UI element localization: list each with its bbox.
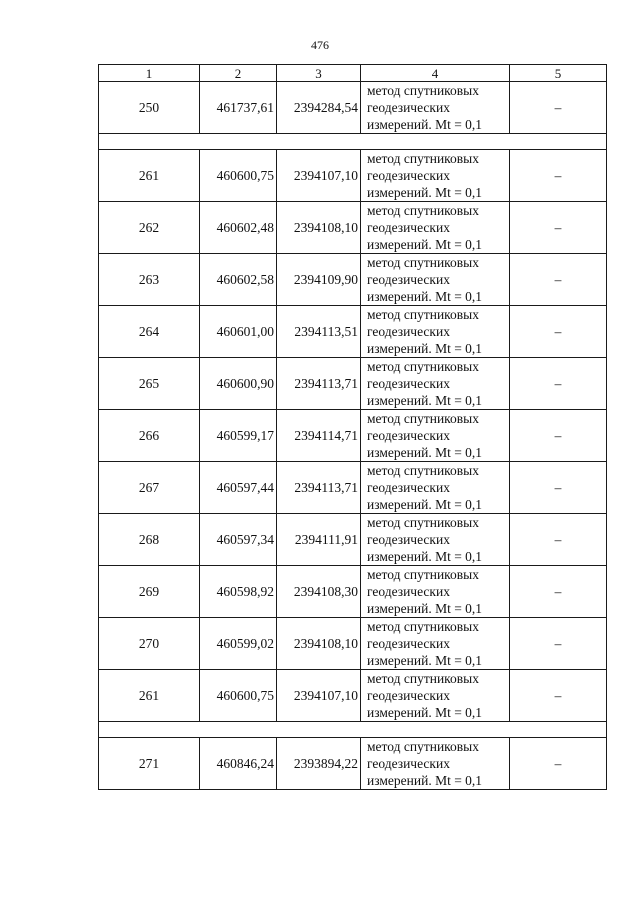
y-coordinate-cell: 2394113,71	[277, 462, 361, 514]
method-line: измерений. Mt = 0,1	[367, 341, 483, 356]
note-cell: –	[510, 306, 607, 358]
method-line: метод спутниковых	[367, 671, 479, 686]
x-coordinate-cell: 460600,90	[200, 358, 277, 410]
method-line: метод спутниковых	[367, 83, 479, 98]
method-line: измерений. Mt = 0,1	[367, 185, 483, 200]
note-cell: –	[510, 410, 607, 462]
x-coordinate-cell: 460600,75	[200, 670, 277, 722]
y-coordinate-cell: 2394107,10	[277, 670, 361, 722]
x-coordinate-cell: 460597,44	[200, 462, 277, 514]
header-cell-2: 2	[200, 65, 277, 82]
method-cell	[361, 514, 510, 566]
point-number-cell: 265	[99, 358, 200, 410]
table-row	[99, 566, 607, 618]
table-row	[99, 462, 607, 514]
table-row	[99, 254, 607, 306]
header-cell-5: 5	[510, 65, 607, 82]
note-cell: –	[510, 514, 607, 566]
method-line: метод спутниковых	[367, 463, 479, 478]
y-coordinate-cell: 2393894,22	[277, 738, 361, 790]
method-cell	[361, 410, 510, 462]
y-coordinate-cell: 2394108,30	[277, 566, 361, 618]
note-cell: –	[510, 462, 607, 514]
method-cell	[361, 254, 510, 306]
note-cell: –	[510, 358, 607, 410]
note-cell: –	[510, 566, 607, 618]
x-coordinate-cell: 460601,00	[200, 306, 277, 358]
y-coordinate-cell: 2394113,71	[277, 358, 361, 410]
method-line: измерений. Mt = 0,1	[367, 601, 483, 616]
x-coordinate-cell: 460599,02	[200, 618, 277, 670]
table-row	[99, 514, 607, 566]
point-number-cell: 271	[99, 738, 200, 790]
method-line: метод спутниковых	[367, 255, 479, 270]
method-cell	[361, 358, 510, 410]
table-body	[99, 65, 607, 790]
point-number-cell: 270	[99, 618, 200, 670]
header-cell-3: 3	[277, 65, 361, 82]
method-line: метод спутниковых	[367, 739, 479, 754]
y-coordinate-cell: 2394108,10	[277, 202, 361, 254]
table-row	[99, 410, 607, 462]
method-line: геодезических	[367, 428, 450, 443]
page-number: 476	[311, 38, 329, 52]
point-number-cell: 268	[99, 514, 200, 566]
method-line: измерений. Mt = 0,1	[367, 237, 483, 252]
x-coordinate-cell: 460600,75	[200, 150, 277, 202]
method-cell	[361, 82, 510, 134]
point-number-cell: 250	[99, 82, 200, 134]
method-cell	[361, 306, 510, 358]
table-row	[99, 618, 607, 670]
x-coordinate-cell: 460602,58	[200, 254, 277, 306]
method-line: геодезических	[367, 272, 450, 287]
y-coordinate-cell: 2394107,10	[277, 150, 361, 202]
point-number-cell: 263	[99, 254, 200, 306]
method-cell	[361, 566, 510, 618]
method-line: метод спутниковых	[367, 567, 479, 582]
x-coordinate-cell: 460846,24	[200, 738, 277, 790]
method-line: измерений. Mt = 0,1	[367, 445, 483, 460]
table-row	[99, 306, 607, 358]
note-cell: –	[510, 670, 607, 722]
y-coordinate-cell: 2394114,71	[277, 410, 361, 462]
point-number-cell: 266	[99, 410, 200, 462]
method-line: метод спутниковых	[367, 307, 479, 322]
y-coordinate-cell: 2394113,51	[277, 306, 361, 358]
method-line: геодезических	[367, 168, 450, 183]
coordinates-table	[98, 64, 607, 790]
point-number-cell: 264	[99, 306, 200, 358]
method-line: геодезических	[367, 636, 450, 651]
method-line: метод спутниковых	[367, 151, 479, 166]
method-line: измерений. Mt = 0,1	[367, 289, 483, 304]
y-coordinate-cell: 2394109,90	[277, 254, 361, 306]
method-line: измерений. Mt = 0,1	[367, 705, 483, 720]
note-cell: –	[510, 738, 607, 790]
note-cell: –	[510, 82, 607, 134]
method-cell	[361, 462, 510, 514]
method-line: измерений. Mt = 0,1	[367, 497, 483, 512]
table-row	[99, 82, 607, 134]
method-line: метод спутниковых	[367, 359, 479, 374]
point-number-cell: 261	[99, 670, 200, 722]
spacer-row	[99, 134, 607, 150]
y-coordinate-cell: 2394111,91	[277, 514, 361, 566]
method-line: измерений. Mt = 0,1	[367, 549, 483, 564]
point-number-cell: 267	[99, 462, 200, 514]
method-line: геодезических	[367, 532, 450, 547]
point-number-cell: 261	[99, 150, 200, 202]
table-row	[99, 202, 607, 254]
method-line: геодезических	[367, 480, 450, 495]
method-cell	[361, 618, 510, 670]
method-line: метод спутниковых	[367, 411, 479, 426]
method-line: геодезических	[367, 220, 450, 235]
header-cell-4: 4	[361, 65, 510, 82]
x-coordinate-cell: 460597,34	[200, 514, 277, 566]
spacer-row	[99, 722, 607, 738]
method-cell	[361, 738, 510, 790]
note-cell: –	[510, 150, 607, 202]
table-row	[99, 738, 607, 790]
method-line: измерений. Mt = 0,1	[367, 773, 483, 788]
x-coordinate-cell: 460598,92	[200, 566, 277, 618]
method-line: геодезических	[367, 688, 450, 703]
note-cell: –	[510, 618, 607, 670]
table-header-row	[99, 65, 607, 82]
method-line: измерений. Mt = 0,1	[367, 117, 483, 132]
point-number-cell: 269	[99, 566, 200, 618]
method-line: измерений. Mt = 0,1	[367, 653, 483, 668]
note-cell: –	[510, 254, 607, 306]
method-cell	[361, 202, 510, 254]
table-row	[99, 358, 607, 410]
note-cell: –	[510, 202, 607, 254]
table-row	[99, 150, 607, 202]
method-cell	[361, 150, 510, 202]
method-line: метод спутниковых	[367, 619, 479, 634]
header-cell-1: 1	[99, 65, 200, 82]
table-row	[99, 670, 607, 722]
x-coordinate-cell: 460602,48	[200, 202, 277, 254]
y-coordinate-cell: 2394284,54	[277, 82, 361, 134]
method-line: метод спутниковых	[367, 203, 479, 218]
method-line: геодезических	[367, 100, 450, 115]
method-line: геодезических	[367, 324, 450, 339]
method-line: измерений. Mt = 0,1	[367, 393, 483, 408]
method-cell	[361, 670, 510, 722]
spacer-cell	[99, 722, 607, 738]
method-line: геодезических	[367, 756, 450, 771]
x-coordinate-cell: 460599,17	[200, 410, 277, 462]
point-number-cell: 262	[99, 202, 200, 254]
x-coordinate-cell: 461737,61	[200, 82, 277, 134]
method-line: геодезических	[367, 584, 450, 599]
spacer-cell	[99, 134, 607, 150]
method-line: метод спутниковых	[367, 515, 479, 530]
method-line: геодезических	[367, 376, 450, 391]
y-coordinate-cell: 2394108,10	[277, 618, 361, 670]
